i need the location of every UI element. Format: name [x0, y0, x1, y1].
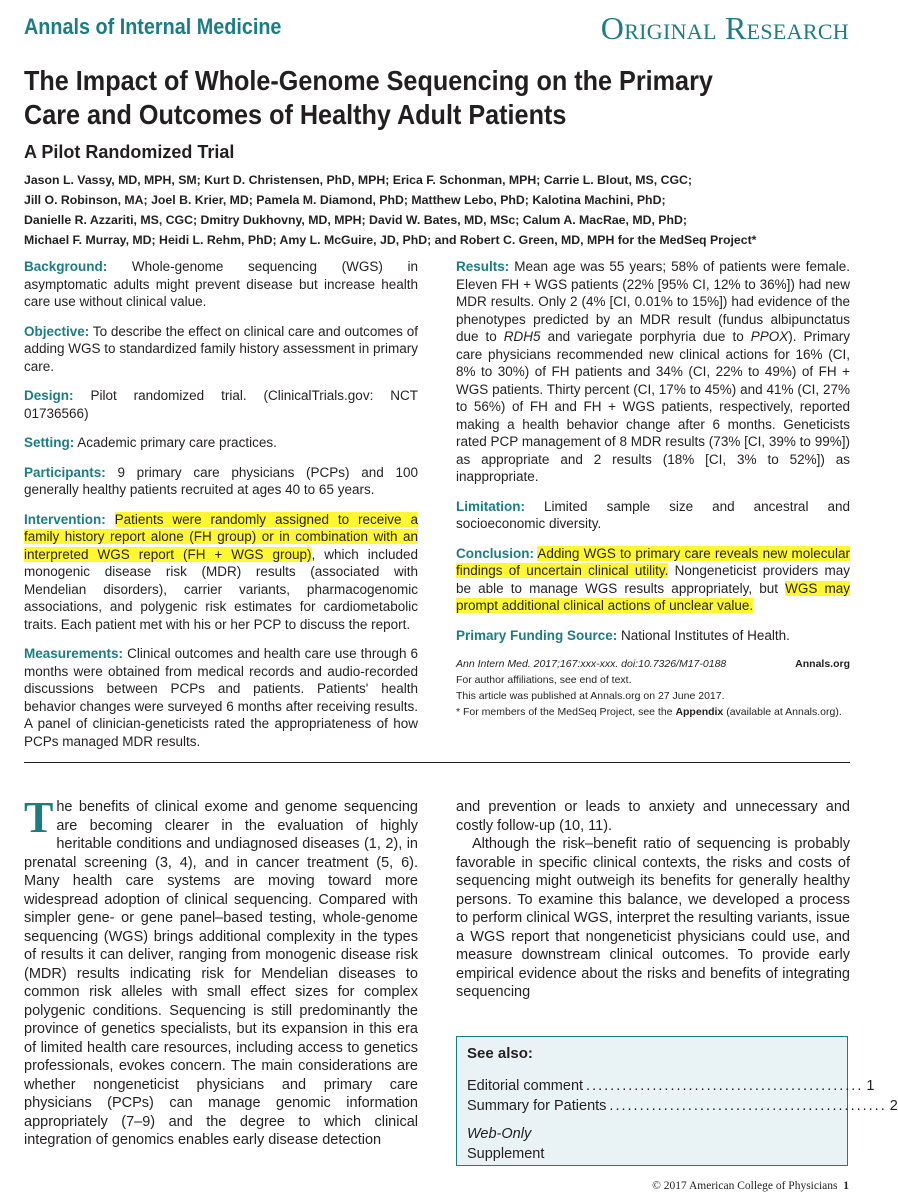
section-heading: Primary Funding Source: [456, 627, 618, 643]
abstract-design [24, 387, 418, 422]
appendix-link[interactable]: Appendix [675, 706, 724, 718]
section-heading: Participants: [24, 464, 106, 480]
section-heading: Conclusion: [456, 545, 534, 561]
highlighted-text: Adding WGS to primary care reveals new molecular findings of uncertain clinical utility. [456, 545, 850, 578]
section-text: National Institutes of Health. [621, 627, 790, 643]
see-also-item[interactable]: Editorial comment .............................................. 1 [467, 1078, 875, 1094]
author-line: Jason L. Vassy, MD, MPH, SM; Kurt D. Christensen, PhD, MPH; Erica F. Schonman, MPH; Carrie L. Blout, MS, CGC; [24, 173, 692, 187]
section-heading: Results: [456, 259, 510, 274]
abstract-objective [24, 323, 418, 376]
abstract-conclusion [456, 545, 850, 615]
article-footnote [456, 656, 850, 720]
section-heading: Objective: [24, 323, 90, 339]
section-text: Whole-genome sequencing (WGS) in asymptomatic adults might prevent disease but increase health care use without clinical value. [24, 259, 418, 309]
abstract-left-column [24, 258, 418, 762]
article-type-label: Original Research [600, 10, 849, 46]
author-list [24, 170, 854, 250]
article-subtitle: A Pilot Randomized Trial [24, 142, 235, 162]
section-text: 9 primary care physicians (PCPs) and 100 generally healthy patients recruited at ages 40 to 65 years. [24, 464, 418, 497]
abstract-funding [456, 627, 850, 645]
see-also-box [456, 1036, 898, 1166]
page-number: 1 [843, 1180, 849, 1192]
copyright-footer: © 2017 American College of Physicians 1 [652, 1180, 849, 1192]
body-left-column [24, 793, 418, 1150]
body-paragraph: and prevention or leads to anxiety and unnecessary and costly follow-up (10, 11). [456, 799, 850, 834]
section-text: , which included monogenic disease risk (MDR) results (associated with Mendelian disorders), carrier variants, pharmacogenomic associations, and polygenic risk estimates for cardiometabolic traits. Each patient met with his or her PCP to discuss the report. [24, 546, 418, 632]
section-text: Nongeneticist providers may be able to manage WGS results appropriately, but [456, 563, 850, 596]
section-text: ). Primary care physicians recommended new clinical actions for 16% (CI, 8% to 30%) of FH patients and 34% (CI, 22% to 49%) of FH + WGS patients. Thirty percent (CI, 17% to 45%) and 41% (CI, 27% to 56%) of FH and FH + WGS patients, respectively, reported making a health behavior change after 6 months. Geneticists rated PCP management of 8 MDR results (73% [CI, 39% to 99%]) as appropriate and 2 results (18% [CI, 3% to 52%]) as inappropriate. [456, 329, 850, 484]
section-heading: Background: [24, 259, 108, 274]
article-title: The Impact of Whole-Genome Sequencing on the Primary Care and Outcomes of Healthy Adult Patients [24, 65, 713, 130]
section-heading: Measurements: [24, 646, 124, 661]
section-divider [24, 762, 850, 763]
gene-name: PPOX [750, 329, 789, 344]
abstract-background [24, 258, 418, 311]
publication-note: This article was published at Annals.org on 27 June 2017. [456, 690, 725, 702]
gene-name: RDH5 [503, 329, 541, 344]
section-text: Clinical outcomes and health care use through 6 months were obtained from medical records and audio-recorded discussions between PCPs and patients. Patients' health behavior changes were surveyed 6 months after receiving results. A panel of clinician-geneticists rated the appropriateness of how PCPs managed MDR results. [24, 646, 418, 749]
abstract-measurements [24, 645, 418, 750]
highlighted-text: WGS may prompt additional clinical actions of unclear value. [456, 580, 850, 613]
web-only-label: Web-Only [467, 1126, 532, 1142]
abstract-right-column [456, 258, 850, 720]
abstract-participants [24, 464, 418, 499]
section-heading: Design: [24, 388, 74, 403]
drop-cap: T [24, 793, 54, 842]
site-link[interactable]: Annals.org [795, 658, 850, 670]
section-heading: Intervention: [24, 511, 106, 527]
section-text: Limited sample size and ancestral and socioeconomic diversity. [456, 498, 850, 531]
section-text: Academic primary care practices. [77, 435, 277, 450]
body-right-column [456, 798, 850, 1002]
citation: Ann Intern Med. 2017;167:xxx-xxx. doi:10.7326/M17-0188 [456, 658, 727, 670]
body-paragraph: The benefits of clinical exome and genome sequencing are becoming clearer in the evaluation of highly heritable conditions and undiagnosed diseases (1, 2), in prenatal screening (3, 4), and in cancer treatment (5, 6). Many health care systems are moving toward more widespread adoption of clinical sequencing. Compared with simpler gene- or gene panel–based testing, whole-genome sequencing (WGS) brings additional complexity in the types of results it can deliver, ranging from monogenic disease risk (MDR) results indicating risk for Mendelian diseases to common risk alleles with small effect sizes for complex polygenic conditions. Sequencing is still predominantly the province of genetics specialists, but its expansion in this era of limited health care resources, including access to genetics professionals, evokes concern. The main considerations are whether nongeneticist physicians and primary care physicians (PCPs) can manage genomic information appropriately (7–9) and the degree to which clinical integration of genomics enables early disease detection [24, 793, 418, 1148]
abstract-intervention [24, 511, 418, 634]
author-line: Danielle R. Azzariti, MS, CGC; Dmitry Dukhovny, MD, MPH; David W. Bates, MD, MSc; Calum A. MacRae, MD, PhD; [24, 213, 687, 227]
highlighted-text: Patients were randomly assigned to receive a family history report alone (FH group) or in combination with an interpreted WGS report (FH + WGS group) [24, 511, 418, 562]
abstract-setting [24, 434, 418, 452]
section-text: Mean age was 55 years; 58% of patients were female. Eleven FH + WGS patients (22% [95% CI, 12% to 36%]) had new MDR results. Only 2 (4% [CI, 0.01% to 15%]) had evidence of the phenotypes predicted by an MDR result (fundus albipunctatus due to [456, 259, 850, 344]
journal-name: Annals of Internal Medicine [24, 14, 282, 39]
affiliation-note: For author affiliations, see end of text. [456, 674, 632, 686]
author-line: Jill O. Robinson, MA; Joel B. Krier, MD; Pamela M. Diamond, PhD; Matthew Lebo, PhD; Kalotina Machini, PhD; [24, 193, 666, 207]
section-text: Pilot randomized trial. (ClinicalTrials.gov: NCT 01736566) [24, 388, 418, 421]
section-text: To describe the effect on clinical care and outcomes of adding WGS to standardized family history assessment in primary care. [24, 323, 418, 374]
abstract-results [456, 258, 850, 486]
see-also-item[interactable]: Summary for Patients .............................................. 2 [467, 1098, 898, 1114]
section-text: and variegate porphyria due to [540, 329, 751, 344]
author-line: Michael F. Murray, MD; Heidi L. Rehm, PhD; Amy L. McGuire, JD, PhD; and Robert C. Green, MD, MPH for the MedSeq Project* [24, 233, 757, 247]
section-heading: Limitation: [456, 498, 525, 514]
see-also-heading: See also: [467, 1045, 533, 1062]
supplement-link[interactable]: Supplement [467, 1146, 545, 1162]
section-heading: Setting: [24, 435, 75, 450]
body-paragraph: Although the risk–benefit ratio of sequencing is probably favorable in specific clinical contexts, the risks and costs of sequencing might outweigh its benefits for generally healthy persons. To examine this balance, we developed a process to perform clinical WGS, interpret the resulting variants, issue a WGS report that nongeneticist physicians could use, and measure downstream clinical outcomes. To provide early empirical evidence about the risks and benefits of integrating sequencing [456, 836, 850, 1000]
medseq-note: * For members of the MedSeq Project, see the Appendix (available at Annals.org). [456, 706, 842, 718]
abstract-limitation [456, 498, 850, 533]
